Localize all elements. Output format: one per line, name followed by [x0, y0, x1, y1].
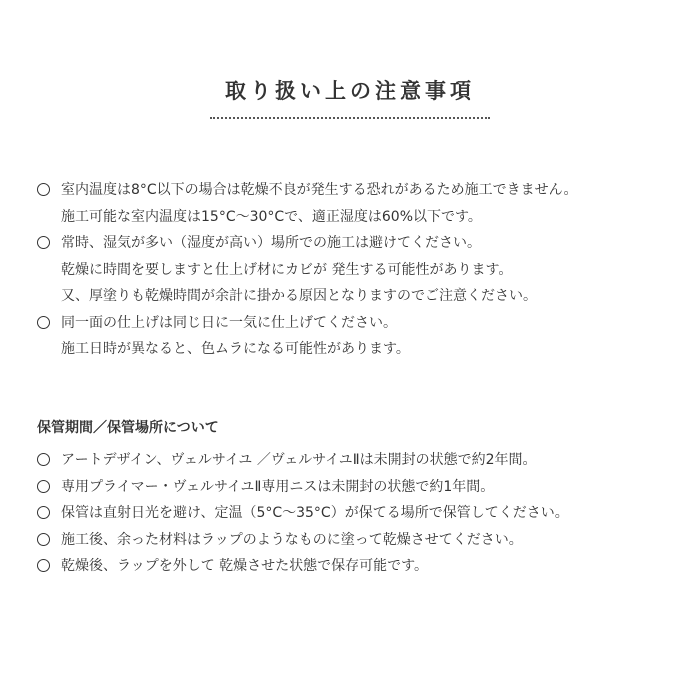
- circle-bullet-icon: [37, 559, 50, 572]
- storage-line: 保管は直射日光を避け、定温（5°C〜35°C）が保てる場所で保管してください。: [61, 505, 569, 521]
- precaution-line: 施工可能な室内温度は15°C〜30°Cで、適正湿度は60%以下です。: [61, 208, 482, 225]
- storage-heading: 保管期間／保管場所について: [37, 420, 219, 436]
- circle-bullet-icon: [37, 533, 50, 546]
- storage-item: [37, 474, 677, 501]
- precaution-line: 同一面の仕上げは同じ日に一気に仕上げてください。: [61, 314, 397, 331]
- storage-item: [37, 553, 677, 580]
- storage-item: [37, 527, 677, 554]
- precaution-line: 乾燥に時間を要しますと仕上げ材にカビが 発生する可能性があります。: [61, 261, 513, 278]
- storage-item: [37, 500, 677, 527]
- precaution-line: 室内温度は8°C以下の場合は乾燥不良が発生する恐れがあるため施工できません。: [61, 182, 578, 198]
- circle-bullet-icon: [37, 236, 50, 249]
- precaution-line: 常時、湿気が多い（湿度が高い）場所での施工は避けてください。: [61, 235, 481, 251]
- circle-bullet-icon: [37, 316, 50, 329]
- precaution-line: 又、厚塗りも乾燥時間が余計に掛かる原因となりますのでご注意ください。: [61, 288, 537, 304]
- storage-line: 施工後、余った材料はラップのようなものに塗って乾燥させてください。: [61, 531, 523, 548]
- storage-line: 専用プライマー・ヴェルサイユⅡ専用ニスは未開封の状態で約1年間。: [61, 478, 495, 495]
- circle-bullet-icon: [37, 506, 50, 519]
- circle-bullet-icon: [37, 480, 50, 493]
- circle-bullet-icon: [37, 183, 50, 196]
- precaution-line: 施工日時が異なると、色ムラになる可能性があります。: [61, 341, 410, 357]
- precautions-list: [37, 177, 677, 363]
- storage-section: [37, 415, 677, 580]
- precaution-item: [37, 177, 677, 230]
- precaution-item: [37, 230, 677, 310]
- storage-item: [37, 447, 677, 474]
- title-divider: [210, 117, 490, 119]
- precaution-item: [37, 310, 677, 363]
- page-title: 取り扱い上の注意事項: [225, 79, 475, 103]
- storage-line: アートデザイン、ヴェルサイユ ／ヴェルサイユⅡは未開封の状態で約2年間。: [61, 452, 537, 468]
- circle-bullet-icon: [37, 453, 50, 466]
- storage-line: 乾燥後、ラップを外して 乾燥させた状態で保存可能です。: [61, 558, 429, 574]
